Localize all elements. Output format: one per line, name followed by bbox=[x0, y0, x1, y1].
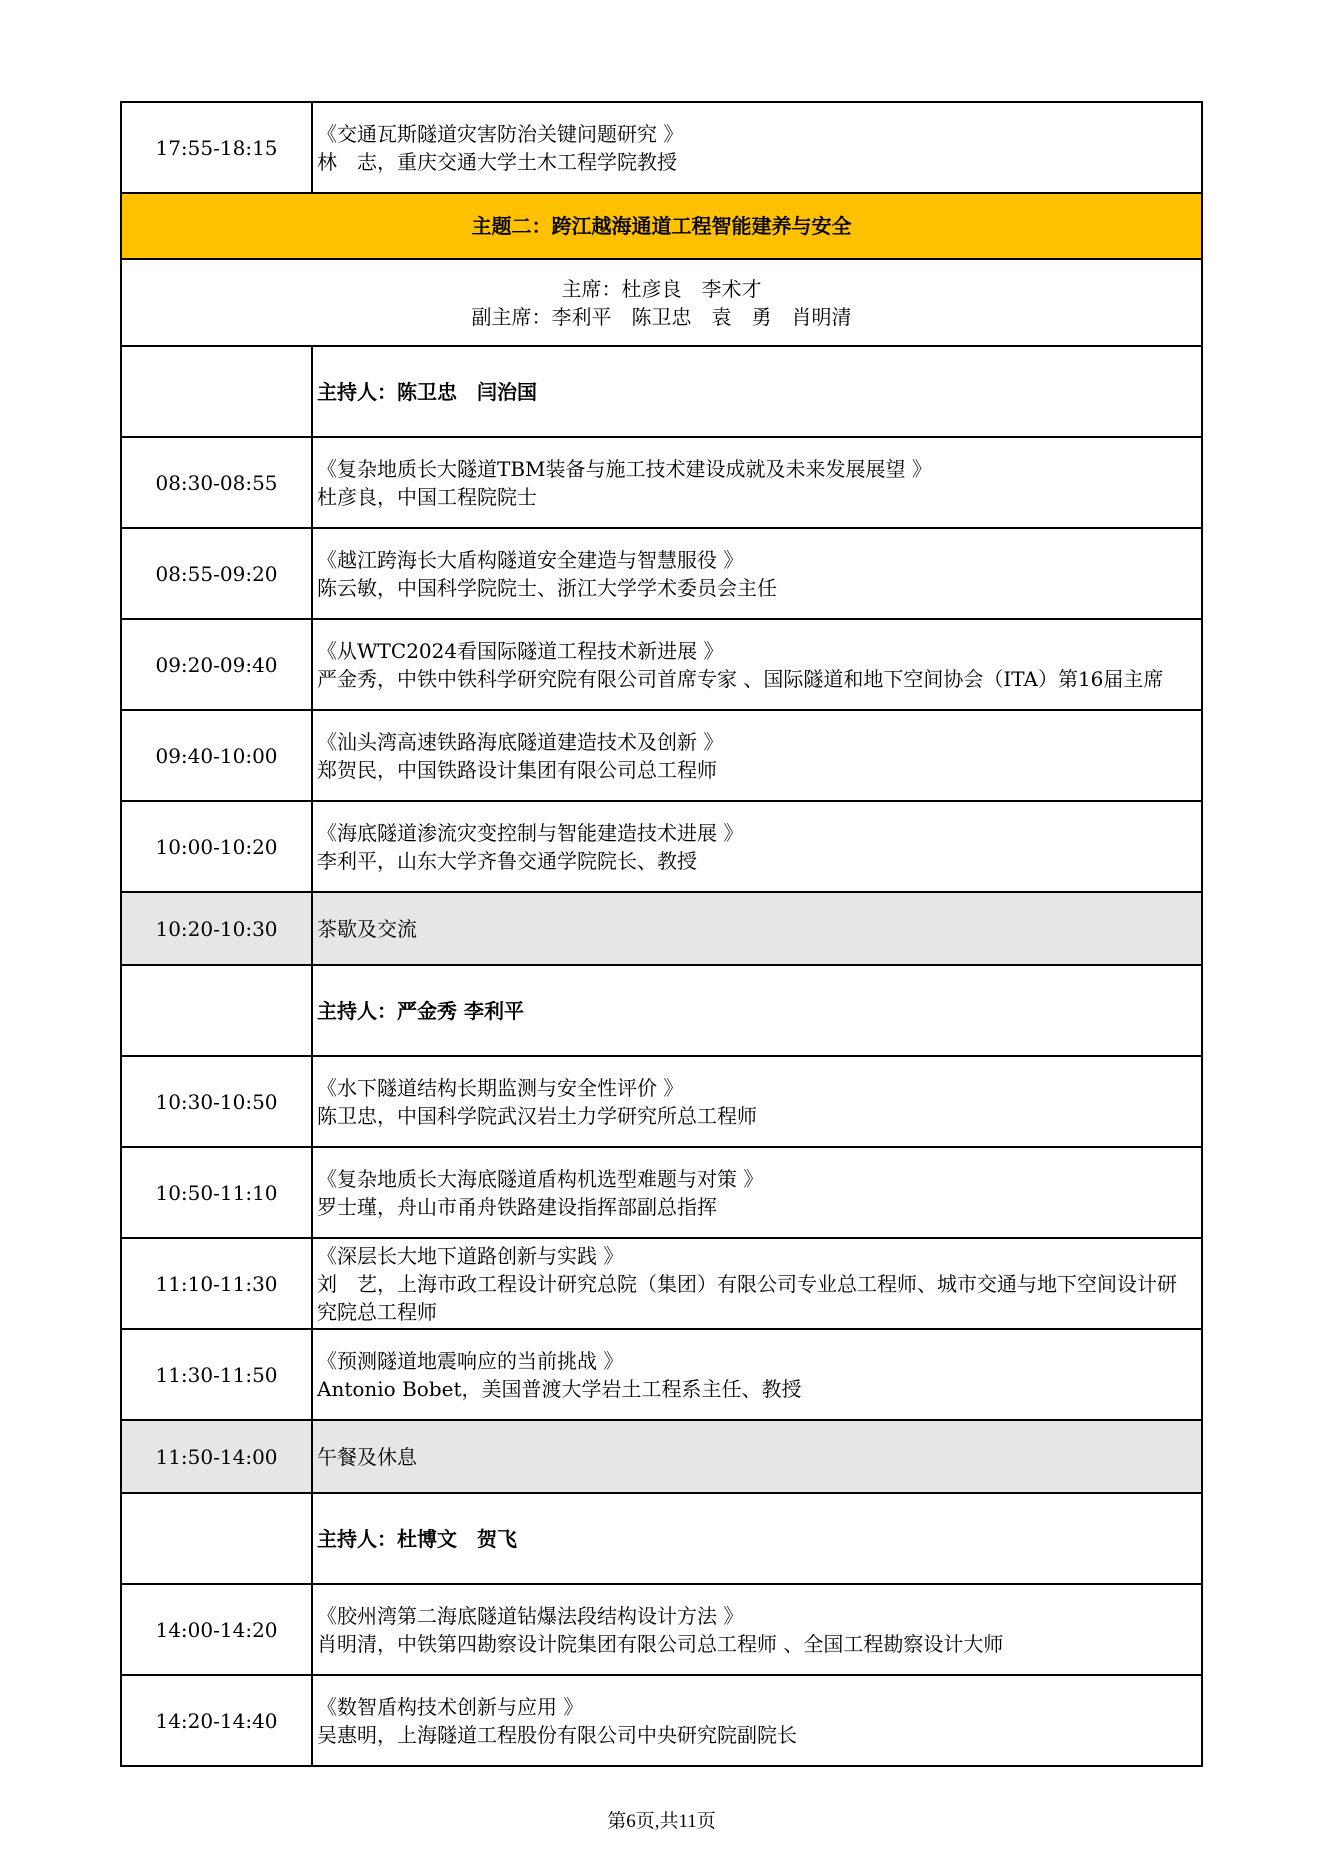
talk-content bbox=[312, 437, 1202, 528]
talk-row bbox=[121, 619, 1202, 710]
talk-title: 《海底隧道渗流灾变控制与智能建造技术进展 》 bbox=[317, 820, 744, 845]
talk-speaker: Antonio Bobet，美国普渡大学岩土工程系主任、教授 bbox=[317, 1376, 802, 1401]
talk-row bbox=[121, 710, 1202, 801]
talk-speaker: 刘 艺，上海市政工程设计研究总院（集团）有限公司专业总工程师、城市交通与地下空间设计研究院总工程师 bbox=[317, 1271, 1177, 1324]
talk-title: 《胶州湾第二海底隧道钻爆法段结构设计方法 》 bbox=[317, 1603, 744, 1628]
time-slot: 17:55-18:15 bbox=[121, 102, 312, 193]
chairs-row bbox=[121, 259, 1202, 346]
time-slot: 14:20-14:40 bbox=[121, 1675, 312, 1766]
break-row bbox=[121, 1420, 1202, 1493]
time-slot: 10:30-10:50 bbox=[121, 1056, 312, 1147]
host-row bbox=[121, 346, 1202, 437]
time-slot: 08:30-08:55 bbox=[121, 437, 312, 528]
talk-content bbox=[312, 102, 1202, 193]
talk-speaker: 严金秀，中铁中铁科学研究院有限公司首席专家 、国际隧道和地下空间协会（ITA）第16届主席 bbox=[317, 666, 1164, 691]
talk-speaker: 林 志，重庆交通大学土木工程学院教授 bbox=[317, 149, 677, 174]
talk-content bbox=[312, 1329, 1202, 1420]
talk-speaker: 罗士瑾，舟山市甬舟铁路建设指挥部副总指挥 bbox=[317, 1194, 717, 1219]
session-host: 主持人：严金秀 李利平 bbox=[312, 965, 1202, 1056]
talk-row bbox=[121, 1584, 1202, 1675]
talk-row bbox=[121, 1238, 1202, 1329]
talk-content bbox=[312, 1147, 1202, 1238]
time-slot: 14:00-14:20 bbox=[121, 1584, 312, 1675]
time-slot: 10:20-10:30 bbox=[121, 892, 312, 965]
talk-title: 《复杂地质长大隧道TBM装备与施工技术建设成就及未来发展展望 》 bbox=[317, 456, 932, 481]
break-label: 午餐及休息 bbox=[312, 1420, 1202, 1493]
time-slot: 10:00-10:20 bbox=[121, 801, 312, 892]
talk-content bbox=[312, 801, 1202, 892]
talk-title: 《从WTC2024看国际隧道工程技术新进展 》 bbox=[317, 638, 724, 663]
talk-content bbox=[312, 1675, 1202, 1766]
break-label: 茶歇及交流 bbox=[312, 892, 1202, 965]
talk-row bbox=[121, 1056, 1202, 1147]
chairs-cell bbox=[121, 259, 1202, 346]
talk-row bbox=[121, 1147, 1202, 1238]
talk-title: 《越江跨海长大盾构隧道安全建造与智慧服役 》 bbox=[317, 547, 744, 572]
schedule-table bbox=[120, 101, 1203, 1767]
chair-names: 主席：杜彦良 李术才 bbox=[561, 276, 762, 301]
talk-row bbox=[121, 437, 1202, 528]
theme-title: 主题二：跨江越海通道工程智能建养与安全 bbox=[121, 193, 1202, 259]
theme-row bbox=[121, 193, 1202, 259]
time-slot: 09:20-09:40 bbox=[121, 619, 312, 710]
session-host: 主持人：杜博文 贺飞 bbox=[312, 1493, 1202, 1584]
talk-row bbox=[121, 1675, 1202, 1766]
host-row bbox=[121, 965, 1202, 1056]
talk-row bbox=[121, 801, 1202, 892]
time-slot-empty bbox=[121, 346, 312, 437]
time-slot: 10:50-11:10 bbox=[121, 1147, 312, 1238]
talk-content bbox=[312, 1056, 1202, 1147]
talk-speaker: 肖明清，中铁第四勘察设计院集团有限公司总工程师 、全国工程勘察设计大师 bbox=[317, 1631, 1004, 1656]
talk-speaker: 郑贺民，中国铁路设计集团有限公司总工程师 bbox=[317, 757, 717, 782]
talk-title: 《水下隧道结构长期监测与安全性评价 》 bbox=[317, 1075, 684, 1100]
time-slot-empty bbox=[121, 965, 312, 1056]
page-footer: 第6页,共11页 bbox=[607, 1811, 716, 1832]
talk-speaker: 李利平，山东大学齐鲁交通学院院长、教授 bbox=[317, 848, 697, 873]
talk-title: 《汕头湾高速铁路海底隧道建造技术及创新 》 bbox=[317, 729, 724, 754]
talk-title: 《交通瓦斯隧道灾害防治关键问题研究 》 bbox=[317, 121, 684, 146]
talk-row bbox=[121, 528, 1202, 619]
talk-title: 《数智盾构技术创新与应用 》 bbox=[317, 1694, 584, 1719]
time-slot: 11:30-11:50 bbox=[121, 1329, 312, 1420]
talk-title: 《预测隧道地震响应的当前挑战 》 bbox=[317, 1348, 624, 1373]
talk-content bbox=[312, 1238, 1202, 1329]
time-slot: 11:10-11:30 bbox=[121, 1238, 312, 1329]
talk-content bbox=[312, 1584, 1202, 1675]
time-slot: 11:50-14:00 bbox=[121, 1420, 312, 1493]
break-row bbox=[121, 892, 1202, 965]
session-host: 主持人：陈卫忠 闫治国 bbox=[312, 346, 1202, 437]
talk-content bbox=[312, 528, 1202, 619]
talk-speaker: 吴惠明，上海隧道工程股份有限公司中央研究院副院长 bbox=[317, 1722, 797, 1747]
talk-speaker: 陈卫忠，中国科学院武汉岩土力学研究所总工程师 bbox=[317, 1103, 757, 1128]
time-slot: 08:55-09:20 bbox=[121, 528, 312, 619]
talk-content bbox=[312, 710, 1202, 801]
time-slot: 09:40-10:00 bbox=[121, 710, 312, 801]
host-row bbox=[121, 1493, 1202, 1584]
talk-title: 《深层长大地下道路创新与实践 》 bbox=[317, 1243, 624, 1268]
talk-row bbox=[121, 1329, 1202, 1420]
talk-speaker: 杜彦良，中国工程院院士 bbox=[317, 484, 537, 509]
talk-content bbox=[312, 619, 1202, 710]
vice-chair-names: 副主席：李利平 陈卫忠 袁 勇 肖明清 bbox=[471, 304, 852, 329]
talk-speaker: 陈云敏，中国科学院院士、浙江大学学术委员会主任 bbox=[317, 575, 777, 600]
time-slot-empty bbox=[121, 1493, 312, 1584]
talk-row bbox=[121, 102, 1202, 193]
talk-title: 《复杂地质长大海底隧道盾构机选型难题与对策 》 bbox=[317, 1166, 764, 1191]
